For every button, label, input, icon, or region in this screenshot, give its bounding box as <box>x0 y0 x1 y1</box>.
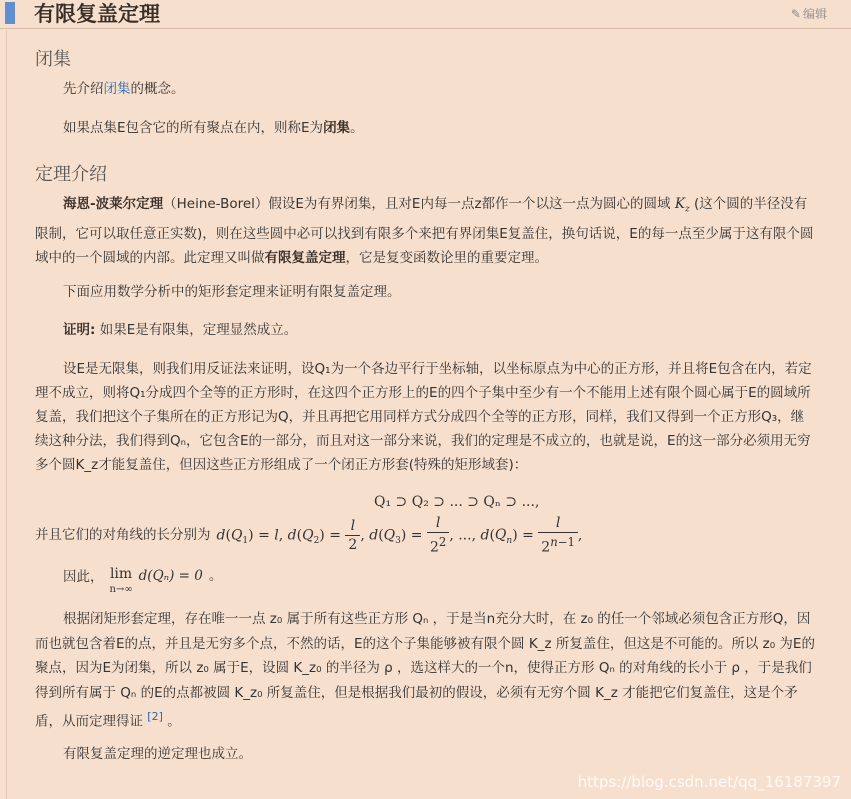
paragraph-closed-set-intro: 先介绍闭集的概念。 <box>63 81 185 97</box>
nest-formula: Q₁ ⊃ Q₂ ⊃ ... ⊃ Qₙ ⊃ ..., <box>374 494 540 510</box>
paragraph-closed-set-definition: 如果点集E包含它的所有聚点在内，则称E为闭集。 <box>63 120 364 136</box>
limit-formula: d(Qₙ) = 0 <box>138 568 203 584</box>
left-rule <box>6 30 7 799</box>
watermark: https://blog.csdn.net/qq_16187397 <box>577 773 841 791</box>
diagonal-label: 并且它们的对角线的长分别为 <box>35 527 211 544</box>
title-accent-bar <box>5 2 15 24</box>
pencil-icon: ✎ <box>790 6 801 21</box>
diagonal-formula-line <box>35 514 582 557</box>
paragraph-converse: 有限复盖定理的逆定理也成立。 <box>63 746 252 762</box>
diagonal-formula: $d(Q_1) = l$, $d(Q_2)$ = $\frac{l}{2}$ , $d(Q_3)$ = $\frac{l}{2^2}$ , ..., $d(Q_n)$ = $\frac{l}{2^{n-1}}$ , <box>216 515 583 556</box>
title-bar <box>0 0 851 29</box>
limit-line: 因此， lim n→∞ d(Qₙ) = 0 。 <box>63 566 222 598</box>
paragraph-method: 下面应用数学分析中的矩形套定理来证明有限复盖定理。 <box>63 284 401 300</box>
paragraph-theorem-intro: 海恩-波莱尔定理（Heine-Borel）假设E为有界闭集，且对E内每一点z都作一个以这一点为圆心的圆域 $K_z$ (这个圆的半径没有限制，它可以取任意正实数)，则在这些圆中必可以找到有限多个来把有界闭集E复盖住，换句话说，E的每一点至少属于这有限个圆域中的一个圆域的内部。此定理又叫做有限复盖定理，它是复变函数论里的重要定理。 <box>35 196 814 266</box>
section-heading-closed-set: 闭集 <box>35 49 71 70</box>
closed-set-link[interactable]: 闭集 <box>103 81 131 97</box>
edit-button[interactable] <box>791 5 827 22</box>
paragraph-proof-infinite: 设E是无限集，则我们用反证法来证明，设Q₁为一个各边平行于坐标轴，以坐标原点为中心的正方形，并且将E包含在内，若定理不成立，则将Q₁分成四个全等的正方形时，在这四个正方形上的E的四个子集中至少有一个不能用上述有限个圆心属于E的圆域所复盖，我们把这个子集所在的正方形记为Q，并且再把它用同样方式分成四个全等的正方形，同样，我们又得到一个正方形Q₃，继续这种分法，我们得到Qₙ，它包含E的一部分，而且对这一部分来说，我们的定理是不成立的，也就是说，E的这一部分必须用无穷多个圆K_z才能复盖住，但因这些正方形组成了一个闭正方形套(特殊的矩形域套)： <box>35 361 812 473</box>
section-heading-theorem: 定理介绍 <box>35 164 107 185</box>
paragraph-proof-conclusion: 根据闭矩形套定理，存在唯一一点 z₀ 属于所有这些正方形 Qₙ ，于是当n充分大时，在 z₀ 的任一个邻域必须包含正方形Q，因而也就包含着E的点，并且是无穷多个点，不然的话，E的这个子集能够被有限个圆 K_z 所复盖住，但这是不可能的。所以 z₀ 为E的聚点，因为E为闭集，所以 z₀ 属于E，设圆 K_z₀ 的半径为 ρ ，选这样大的一个n，使得正方形 Qₙ 的对角线的长小于 ρ ，于是我们得到所有属于 Qₙ 的E的点都被圆 K_z₀ 所复盖住，但是根据我们最初的假设，必须有无穷个圆 K_z 才能把它们复盖住，这是个矛盾，从而定理得证 [2] 。 <box>35 611 815 730</box>
page-title: 有限复盖定理 <box>34 2 160 26</box>
reference-link[interactable]: [2] <box>147 710 163 723</box>
paragraph-proof-finite: 证明: 如果E是有限集，定理显然成立。 <box>63 322 298 338</box>
edit-label: 编辑 <box>802 7 827 21</box>
limit-operator: lim n→∞ <box>109 566 133 595</box>
